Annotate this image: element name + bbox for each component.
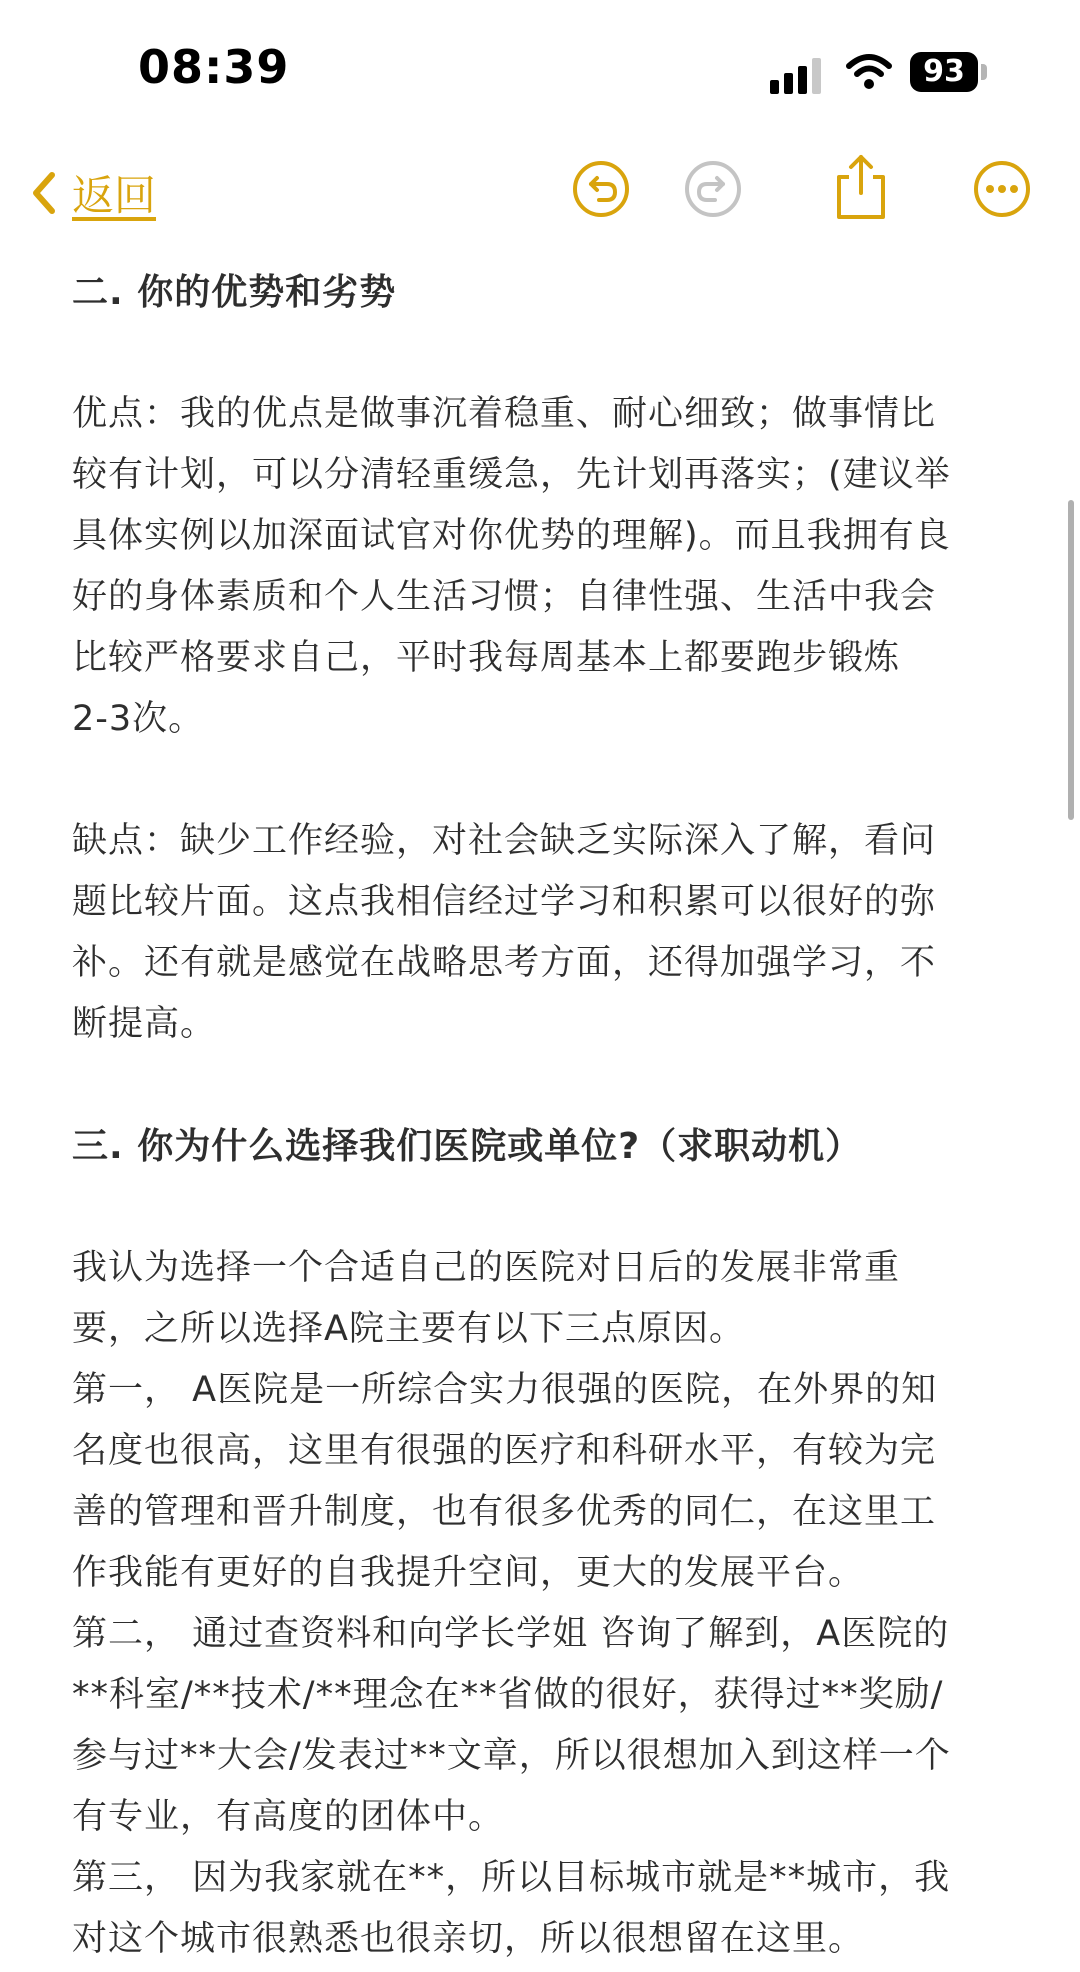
text-line: 补。还有就是感觉在战略思考方面，还得加强学习，不 bbox=[72, 943, 937, 983]
back-label: 返回 bbox=[72, 171, 157, 220]
text-line: 好的身体素质和个人生活习惯；自律性强、生活中我会 bbox=[72, 577, 937, 617]
text-line: 缺点：缺少工作经验，对社会缺乏实际深入了解，看问 bbox=[72, 821, 937, 861]
text-line: 题比较片面。这点我相信经过学习和积累可以很好的弥 bbox=[72, 882, 937, 922]
text-line: 2-3次。 bbox=[72, 699, 205, 739]
chevron-left-icon bbox=[28, 169, 58, 217]
text-line: 具体实例以加深面试官对你优势的理解)。而且我拥有良 bbox=[72, 516, 951, 556]
status-bar bbox=[0, 0, 1080, 145]
more-icon[interactable] bbox=[972, 159, 1032, 219]
text-line: 善的管理和晋升制度，也有很多优秀的同仁，在这里工 bbox=[72, 1492, 937, 1532]
text-line: 作我能有更好的自我提升空间，更大的发展平台。 bbox=[72, 1553, 865, 1593]
redo-icon[interactable] bbox=[683, 159, 743, 219]
text-line: 参与过**大会/发表过**文章，所以很想加入到这样一个 bbox=[72, 1736, 951, 1776]
weaknesses-paragraph bbox=[72, 811, 1022, 1055]
text-line: 优点：我的优点是做事沉着稳重、耐心细致；做事情比 bbox=[72, 394, 937, 434]
section-heading-motivation: 三. 你为什么选择我们医院或单位?（求职动机） bbox=[72, 1126, 863, 1167]
back-button[interactable] bbox=[28, 163, 156, 223]
text-line: 要，之所以选择A院主要有以下三点原因。 bbox=[72, 1309, 745, 1349]
text-line: 比较严格要求自己，平时我每周基本上都要跑步锻炼 bbox=[72, 638, 901, 678]
scroll-indicator[interactable] bbox=[1068, 500, 1074, 820]
text-line: 断提高。 bbox=[72, 1004, 217, 1044]
strengths-paragraph bbox=[72, 384, 1022, 750]
text-line: **科室/**技术/**理念在**省做的很好，获得过**奖励/ bbox=[72, 1675, 944, 1715]
text-line: 第三， 因为我家就在**，所以目标城市就是**城市，我 bbox=[72, 1858, 951, 1898]
status-time: 08:39 bbox=[138, 40, 290, 94]
battery-level: 93 bbox=[910, 52, 978, 92]
wifi-icon bbox=[845, 52, 893, 92]
battery-cap bbox=[981, 64, 987, 80]
undo-icon[interactable] bbox=[571, 159, 631, 219]
text-line: 第二， 通过查资料和向学长学姐 咨询了解到，A医院的 bbox=[72, 1614, 950, 1654]
text-line: 有专业，有高度的团体中。 bbox=[72, 1797, 505, 1837]
note-body[interactable] bbox=[72, 262, 1022, 1970]
share-icon[interactable] bbox=[833, 153, 889, 221]
cellular-signal-icon bbox=[770, 56, 828, 94]
text-line: 第一， A医院是一所综合实力很强的医院，在外界的知 bbox=[72, 1370, 938, 1410]
text-line: 我认为选择一个合适自己的医院对日后的发展非常重 bbox=[72, 1248, 901, 1288]
notes-toolbar bbox=[0, 145, 1080, 240]
text-line: 较有计划，可以分清轻重缓急，先计划再落实；(建议举 bbox=[72, 455, 951, 495]
text-line: 对这个城市很熟悉也很亲切，所以很想留在这里。 bbox=[72, 1919, 865, 1959]
motivation-paragraph bbox=[72, 1238, 1022, 1970]
section-heading-strengths-weaknesses: 二. 你的优势和劣势 bbox=[72, 272, 397, 313]
text-line: 名度也很高，这里有很强的医疗和科研水平，有较为完 bbox=[72, 1431, 937, 1471]
